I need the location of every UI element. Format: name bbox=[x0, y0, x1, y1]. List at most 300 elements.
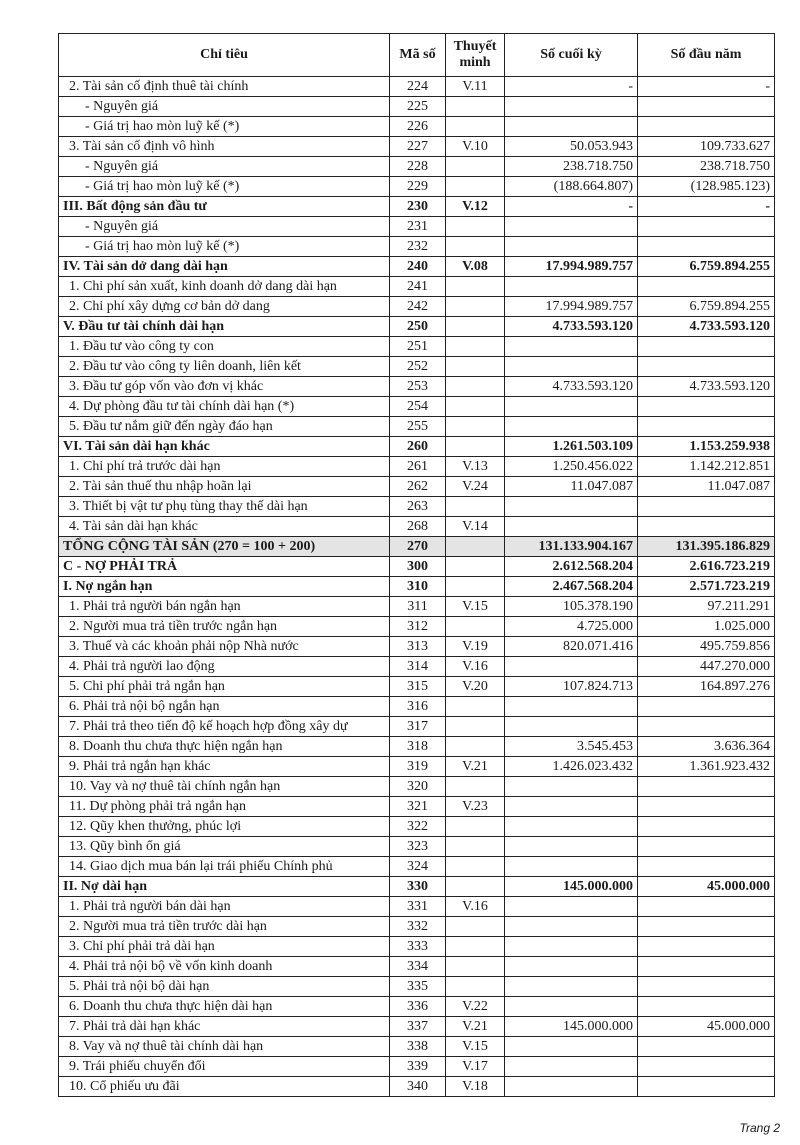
row-label: 2. Người mua trả tiền trước dài hạn bbox=[59, 917, 390, 937]
row-note bbox=[446, 117, 505, 137]
row-begin-value: 6.759.894.255 bbox=[638, 297, 775, 317]
row-label: - Giá trị hao mòn luỹ kế (*) bbox=[59, 177, 390, 197]
row-code: 254 bbox=[390, 397, 446, 417]
row-label: 4. Dự phòng đầu tư tài chính dài hạn (*) bbox=[59, 397, 390, 417]
row-code: 338 bbox=[390, 1037, 446, 1057]
table-row bbox=[59, 357, 775, 377]
row-end-value bbox=[505, 937, 638, 957]
row-note bbox=[446, 537, 505, 557]
row-note: V.14 bbox=[446, 517, 505, 537]
table-row bbox=[59, 817, 775, 837]
row-code: 324 bbox=[390, 857, 446, 877]
row-begin-value: 1.142.212.851 bbox=[638, 457, 775, 477]
row-label: 5. Chi phí phải trả ngắn hạn bbox=[59, 677, 390, 697]
row-code: 231 bbox=[390, 217, 446, 237]
row-note bbox=[446, 957, 505, 977]
table-row bbox=[59, 317, 775, 337]
row-end-value: 3.545.453 bbox=[505, 737, 638, 757]
table-header-row bbox=[59, 34, 775, 77]
row-code: 229 bbox=[390, 177, 446, 197]
row-label: 10. Vay và nợ thuê tài chính ngắn hạn bbox=[59, 777, 390, 797]
header-thuyet-minh: Thuyết minh bbox=[446, 34, 505, 77]
row-code: 316 bbox=[390, 697, 446, 717]
row-note bbox=[446, 817, 505, 837]
table-row bbox=[59, 1057, 775, 1077]
row-begin-value: - bbox=[638, 197, 775, 217]
row-note: V.12 bbox=[446, 197, 505, 217]
table-row bbox=[59, 677, 775, 697]
row-end-value bbox=[505, 357, 638, 377]
row-begin-value bbox=[638, 917, 775, 937]
header-chi-tieu: Chỉ tiêu bbox=[59, 34, 390, 77]
row-code: 310 bbox=[390, 577, 446, 597]
row-note bbox=[446, 317, 505, 337]
table-row bbox=[59, 97, 775, 117]
row-label: 1. Phải trả người bán dài hạn bbox=[59, 897, 390, 917]
row-begin-value bbox=[638, 497, 775, 517]
row-begin-value: - bbox=[638, 77, 775, 97]
row-end-value bbox=[505, 777, 638, 797]
row-begin-value: 495.759.856 bbox=[638, 637, 775, 657]
row-end-value: 2.467.568.204 bbox=[505, 577, 638, 597]
table-row bbox=[59, 177, 775, 197]
row-code: 323 bbox=[390, 837, 446, 857]
row-label: 6. Doanh thu chưa thực hiện dài hạn bbox=[59, 997, 390, 1017]
row-code: 300 bbox=[390, 557, 446, 577]
row-end-value: 145.000.000 bbox=[505, 1017, 638, 1037]
row-note: V.24 bbox=[446, 477, 505, 497]
row-label: 3. Thiết bị vật tư phụ tùng thay thế dài hạn bbox=[59, 497, 390, 517]
row-end-value bbox=[505, 1057, 638, 1077]
row-label: 3. Chi phí phải trả dài hạn bbox=[59, 937, 390, 957]
row-end-value bbox=[505, 957, 638, 977]
row-label: 8. Vay và nợ thuê tài chính dài hạn bbox=[59, 1037, 390, 1057]
row-end-value bbox=[505, 817, 638, 837]
row-begin-value bbox=[638, 997, 775, 1017]
row-note: V.15 bbox=[446, 597, 505, 617]
row-note: V.20 bbox=[446, 677, 505, 697]
row-code: 252 bbox=[390, 357, 446, 377]
row-end-value: 238.718.750 bbox=[505, 157, 638, 177]
row-note bbox=[446, 237, 505, 257]
row-note bbox=[446, 297, 505, 317]
row-end-value bbox=[505, 117, 638, 137]
row-end-value bbox=[505, 657, 638, 677]
row-note: V.21 bbox=[446, 757, 505, 777]
row-note bbox=[446, 497, 505, 517]
table-row bbox=[59, 457, 775, 477]
row-end-value bbox=[505, 797, 638, 817]
row-begin-value bbox=[638, 857, 775, 877]
row-label: 3. Tài sản cố định vô hình bbox=[59, 137, 390, 157]
row-note: V.10 bbox=[446, 137, 505, 157]
row-code: 340 bbox=[390, 1077, 446, 1097]
table-row bbox=[59, 297, 775, 317]
row-begin-value bbox=[638, 277, 775, 297]
row-code: 251 bbox=[390, 337, 446, 357]
row-label: 8. Doanh thu chưa thực hiện ngắn hạn bbox=[59, 737, 390, 757]
table-row bbox=[59, 717, 775, 737]
row-code: 317 bbox=[390, 717, 446, 737]
row-code: 226 bbox=[390, 117, 446, 137]
row-code: 241 bbox=[390, 277, 446, 297]
row-code: 330 bbox=[390, 877, 446, 897]
row-label: TỔNG CỘNG TÀI SẢN (270 = 100 + 200) bbox=[59, 537, 390, 557]
row-begin-value: 164.897.276 bbox=[638, 677, 775, 697]
row-note bbox=[446, 397, 505, 417]
table-row bbox=[59, 1037, 775, 1057]
row-note: V.22 bbox=[446, 997, 505, 1017]
row-end-value bbox=[505, 977, 638, 997]
row-code: 332 bbox=[390, 917, 446, 937]
table-row bbox=[59, 277, 775, 297]
row-label: VI. Tài sản dài hạn khác bbox=[59, 437, 390, 457]
row-code: 333 bbox=[390, 937, 446, 957]
row-label: 3. Thuế và các khoản phải nộp Nhà nước bbox=[59, 637, 390, 657]
row-begin-value: 447.270.000 bbox=[638, 657, 775, 677]
row-code: 334 bbox=[390, 957, 446, 977]
row-label: 1. Đầu tư vào công ty con bbox=[59, 337, 390, 357]
row-end-value: 131.133.904.167 bbox=[505, 537, 638, 557]
row-code: 240 bbox=[390, 257, 446, 277]
row-code: 262 bbox=[390, 477, 446, 497]
row-note: V.16 bbox=[446, 897, 505, 917]
row-begin-value: 6.759.894.255 bbox=[638, 257, 775, 277]
row-code: 336 bbox=[390, 997, 446, 1017]
row-label: 10. Cổ phiếu ưu đãi bbox=[59, 1077, 390, 1097]
row-code: 232 bbox=[390, 237, 446, 257]
row-end-value: 1.426.023.432 bbox=[505, 757, 638, 777]
row-end-value: 107.824.713 bbox=[505, 677, 638, 697]
row-end-value bbox=[505, 837, 638, 857]
row-begin-value bbox=[638, 1037, 775, 1057]
row-label: C - NỢ PHẢI TRẢ bbox=[59, 557, 390, 577]
row-begin-value bbox=[638, 797, 775, 817]
row-note bbox=[446, 877, 505, 897]
row-end-value: - bbox=[505, 77, 638, 97]
row-note bbox=[446, 717, 505, 737]
row-code: 227 bbox=[390, 137, 446, 157]
row-begin-value bbox=[638, 697, 775, 717]
row-label: 7. Phải trả dài hạn khác bbox=[59, 1017, 390, 1037]
table-row bbox=[59, 1017, 775, 1037]
row-code: 311 bbox=[390, 597, 446, 617]
row-begin-value bbox=[638, 1057, 775, 1077]
row-code: 255 bbox=[390, 417, 446, 437]
row-begin-value bbox=[638, 777, 775, 797]
row-end-value bbox=[505, 917, 638, 937]
row-end-value bbox=[505, 417, 638, 437]
row-code: 313 bbox=[390, 637, 446, 657]
row-note: V.21 bbox=[446, 1017, 505, 1037]
row-note bbox=[446, 277, 505, 297]
row-label: III. Bất động sản đầu tư bbox=[59, 197, 390, 217]
row-code: 253 bbox=[390, 377, 446, 397]
row-label: - Nguyên giá bbox=[59, 217, 390, 237]
row-label: 12. Qũy khen thưởng, phúc lợi bbox=[59, 817, 390, 837]
table-row bbox=[59, 517, 775, 537]
row-note bbox=[446, 577, 505, 597]
header-so-cuoi-ky: Số cuối kỳ bbox=[505, 34, 638, 77]
row-code: 337 bbox=[390, 1017, 446, 1037]
row-begin-value bbox=[638, 357, 775, 377]
row-end-value bbox=[505, 277, 638, 297]
row-begin-value bbox=[638, 117, 775, 137]
row-note: V.08 bbox=[446, 257, 505, 277]
row-note bbox=[446, 837, 505, 857]
table-row bbox=[59, 1077, 775, 1097]
row-note: V.23 bbox=[446, 797, 505, 817]
row-end-value: (188.664.807) bbox=[505, 177, 638, 197]
row-end-value bbox=[505, 697, 638, 717]
table-row bbox=[59, 597, 775, 617]
row-label: I. Nợ ngắn hạn bbox=[59, 577, 390, 597]
row-begin-value: 2.616.723.219 bbox=[638, 557, 775, 577]
row-code: 318 bbox=[390, 737, 446, 757]
row-note bbox=[446, 737, 505, 757]
row-begin-value: 11.047.087 bbox=[638, 477, 775, 497]
row-code: 263 bbox=[390, 497, 446, 517]
row-code: 242 bbox=[390, 297, 446, 317]
table-row bbox=[59, 417, 775, 437]
row-end-value bbox=[505, 517, 638, 537]
table-row bbox=[59, 137, 775, 157]
row-note bbox=[446, 697, 505, 717]
balance-sheet-table bbox=[58, 33, 775, 1097]
row-label: 2. Người mua trả tiền trước ngắn hạn bbox=[59, 617, 390, 637]
header-so-dau-nam: Số đầu năm bbox=[638, 34, 775, 77]
table-row bbox=[59, 477, 775, 497]
table-row bbox=[59, 337, 775, 357]
row-label: 9. Trái phiếu chuyển đổi bbox=[59, 1057, 390, 1077]
table-row bbox=[59, 197, 775, 217]
row-note bbox=[446, 777, 505, 797]
table-row bbox=[59, 437, 775, 457]
table-body bbox=[59, 77, 775, 1097]
table-row bbox=[59, 117, 775, 137]
row-label: 4. Tài sản dài hạn khác bbox=[59, 517, 390, 537]
table-row bbox=[59, 217, 775, 237]
row-note bbox=[446, 217, 505, 237]
row-code: 339 bbox=[390, 1057, 446, 1077]
row-code: 331 bbox=[390, 897, 446, 917]
row-label: - Giá trị hao mòn luỹ kế (*) bbox=[59, 237, 390, 257]
row-end-value: 145.000.000 bbox=[505, 877, 638, 897]
row-end-value: 4.733.593.120 bbox=[505, 377, 638, 397]
table-row bbox=[59, 777, 775, 797]
row-begin-value: 45.000.000 bbox=[638, 1017, 775, 1037]
table-row bbox=[59, 937, 775, 957]
table-row bbox=[59, 577, 775, 597]
row-label: 9. Phải trả ngắn hạn khác bbox=[59, 757, 390, 777]
row-label: 11. Dự phòng phải trả ngắn hạn bbox=[59, 797, 390, 817]
row-begin-value: 4.733.593.120 bbox=[638, 377, 775, 397]
row-label: - Giá trị hao mòn luỹ kế (*) bbox=[59, 117, 390, 137]
row-note: V.13 bbox=[446, 457, 505, 477]
row-label: 1. Chi phí trả trước dài hạn bbox=[59, 457, 390, 477]
row-end-value: 2.612.568.204 bbox=[505, 557, 638, 577]
row-label: 2. Tài sản cố định thuê tài chính bbox=[59, 77, 390, 97]
row-code: 322 bbox=[390, 817, 446, 837]
header-ma-so: Mã số bbox=[390, 34, 446, 77]
row-label: 4. Phải trả nội bộ về vốn kinh doanh bbox=[59, 957, 390, 977]
table-row bbox=[59, 737, 775, 757]
row-begin-value: 4.733.593.120 bbox=[638, 317, 775, 337]
row-begin-value bbox=[638, 237, 775, 257]
row-begin-value: 45.000.000 bbox=[638, 877, 775, 897]
row-end-value bbox=[505, 497, 638, 517]
row-label: 1. Phải trả người bán ngắn hạn bbox=[59, 597, 390, 617]
row-end-value bbox=[505, 397, 638, 417]
row-begin-value bbox=[638, 837, 775, 857]
row-code: 315 bbox=[390, 677, 446, 697]
table-row bbox=[59, 757, 775, 777]
row-begin-value bbox=[638, 717, 775, 737]
row-end-value: - bbox=[505, 197, 638, 217]
row-end-value bbox=[505, 1077, 638, 1097]
row-note bbox=[446, 857, 505, 877]
row-code: 320 bbox=[390, 777, 446, 797]
row-end-value bbox=[505, 237, 638, 257]
row-note bbox=[446, 937, 505, 957]
table-row bbox=[59, 697, 775, 717]
row-code: 268 bbox=[390, 517, 446, 537]
row-note bbox=[446, 377, 505, 397]
table-row bbox=[59, 897, 775, 917]
row-begin-value bbox=[638, 977, 775, 997]
table-row bbox=[59, 657, 775, 677]
table-row bbox=[59, 537, 775, 557]
row-end-value bbox=[505, 217, 638, 237]
row-code: 250 bbox=[390, 317, 446, 337]
row-end-value bbox=[505, 997, 638, 1017]
row-end-value: 1.261.503.109 bbox=[505, 437, 638, 457]
row-end-value: 17.994.989.757 bbox=[505, 297, 638, 317]
row-note bbox=[446, 417, 505, 437]
row-note bbox=[446, 337, 505, 357]
row-code: 319 bbox=[390, 757, 446, 777]
row-code: 230 bbox=[390, 197, 446, 217]
row-begin-value bbox=[638, 957, 775, 977]
row-code: 270 bbox=[390, 537, 446, 557]
row-label: IV. Tài sản dở dang dài hạn bbox=[59, 257, 390, 277]
table-row bbox=[59, 637, 775, 657]
row-code: 312 bbox=[390, 617, 446, 637]
table-row bbox=[59, 837, 775, 857]
page-number: Trang 2 bbox=[739, 1121, 780, 1135]
table-row bbox=[59, 617, 775, 637]
row-code: 260 bbox=[390, 437, 446, 457]
row-begin-value bbox=[638, 897, 775, 917]
row-begin-value bbox=[638, 337, 775, 357]
row-begin-value: (128.985.123) bbox=[638, 177, 775, 197]
row-end-value bbox=[505, 717, 638, 737]
row-note: V.18 bbox=[446, 1077, 505, 1097]
row-begin-value: 131.395.186.829 bbox=[638, 537, 775, 557]
row-label: V. Đầu tư tài chính dài hạn bbox=[59, 317, 390, 337]
row-note bbox=[446, 437, 505, 457]
row-label: - Nguyên giá bbox=[59, 157, 390, 177]
table-row bbox=[59, 977, 775, 997]
row-label: 13. Qũy bình ổn giá bbox=[59, 837, 390, 857]
row-end-value: 4.733.593.120 bbox=[505, 317, 638, 337]
row-note: V.11 bbox=[446, 77, 505, 97]
row-end-value: 50.053.943 bbox=[505, 137, 638, 157]
table-row bbox=[59, 877, 775, 897]
row-begin-value bbox=[638, 417, 775, 437]
row-label: II. Nợ dài hạn bbox=[59, 877, 390, 897]
table-row bbox=[59, 917, 775, 937]
row-begin-value: 1.361.923.432 bbox=[638, 757, 775, 777]
row-begin-value bbox=[638, 217, 775, 237]
row-note: V.19 bbox=[446, 637, 505, 657]
row-code: 321 bbox=[390, 797, 446, 817]
row-end-value: 17.994.989.757 bbox=[505, 257, 638, 277]
row-code: 224 bbox=[390, 77, 446, 97]
row-end-value: 11.047.087 bbox=[505, 477, 638, 497]
row-begin-value bbox=[638, 397, 775, 417]
row-end-value bbox=[505, 897, 638, 917]
row-note bbox=[446, 557, 505, 577]
row-label: 7. Phải trả theo tiến độ kế hoạch hợp đồng xây dự bbox=[59, 717, 390, 737]
row-end-value: 105.378.190 bbox=[505, 597, 638, 617]
row-begin-value bbox=[638, 1077, 775, 1097]
row-label: 4. Phải trả người lao động bbox=[59, 657, 390, 677]
row-begin-value bbox=[638, 817, 775, 837]
row-label: 6. Phải trả nội bộ ngắn hạn bbox=[59, 697, 390, 717]
row-end-value bbox=[505, 97, 638, 117]
row-label: 5. Phải trả nội bộ dài hạn bbox=[59, 977, 390, 997]
row-begin-value: 238.718.750 bbox=[638, 157, 775, 177]
row-label: 5. Đầu tư nắm giữ đến ngày đáo hạn bbox=[59, 417, 390, 437]
row-note bbox=[446, 157, 505, 177]
row-begin-value: 2.571.723.219 bbox=[638, 577, 775, 597]
row-begin-value: 3.636.364 bbox=[638, 737, 775, 757]
row-label: 3. Đầu tư góp vốn vào đơn vị khác bbox=[59, 377, 390, 397]
table-row bbox=[59, 397, 775, 417]
table-row bbox=[59, 797, 775, 817]
row-begin-value bbox=[638, 517, 775, 537]
row-label: 2. Chi phí xây dựng cơ bản dở dang bbox=[59, 297, 390, 317]
table-row bbox=[59, 77, 775, 97]
row-note bbox=[446, 917, 505, 937]
row-end-value: 820.071.416 bbox=[505, 637, 638, 657]
table-row bbox=[59, 997, 775, 1017]
table-row bbox=[59, 257, 775, 277]
row-note bbox=[446, 177, 505, 197]
table-row bbox=[59, 157, 775, 177]
row-code: 335 bbox=[390, 977, 446, 997]
row-label: - Nguyên giá bbox=[59, 97, 390, 117]
row-end-value: 1.250.456.022 bbox=[505, 457, 638, 477]
row-label: 2. Đầu tư vào công ty liên doanh, liên kết bbox=[59, 357, 390, 377]
row-begin-value: 109.733.627 bbox=[638, 137, 775, 157]
row-code: 228 bbox=[390, 157, 446, 177]
table-row bbox=[59, 857, 775, 877]
row-end-value bbox=[505, 1037, 638, 1057]
row-begin-value bbox=[638, 937, 775, 957]
row-begin-value: 1.025.000 bbox=[638, 617, 775, 637]
row-note bbox=[446, 97, 505, 117]
row-begin-value: 1.153.259.938 bbox=[638, 437, 775, 457]
row-note: V.16 bbox=[446, 657, 505, 677]
row-code: 225 bbox=[390, 97, 446, 117]
row-note: V.17 bbox=[446, 1057, 505, 1077]
table-row bbox=[59, 957, 775, 977]
row-begin-value: 97.211.291 bbox=[638, 597, 775, 617]
row-code: 261 bbox=[390, 457, 446, 477]
row-begin-value bbox=[638, 97, 775, 117]
